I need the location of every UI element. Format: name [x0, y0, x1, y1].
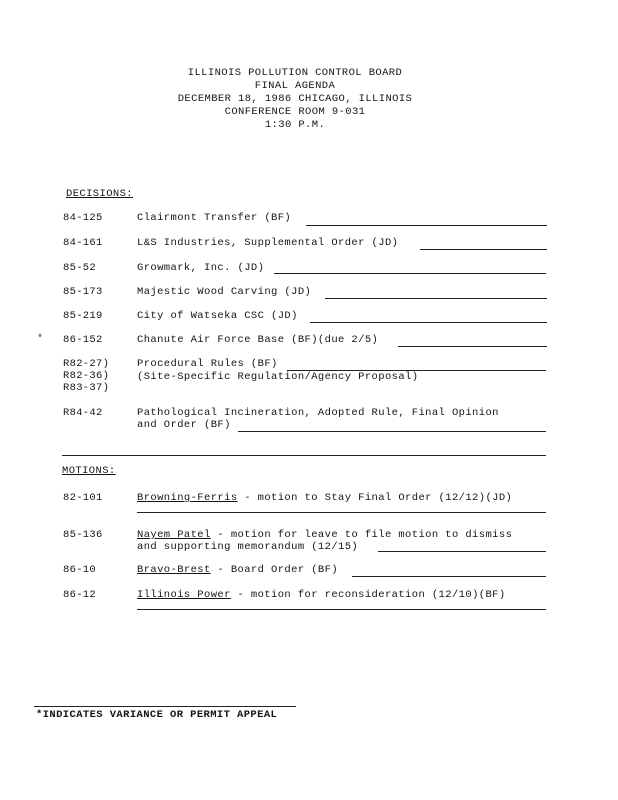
decision-number: R82-36): [63, 370, 110, 382]
signature-line: [310, 322, 547, 323]
decision-number: 85-52: [63, 262, 97, 274]
decision-item: Majestic Wood Carving (JD): [137, 286, 312, 298]
footer-rule: [34, 706, 296, 707]
decision-number: 85-173: [63, 286, 103, 298]
motion-item: [137, 529, 512, 541]
motion-item: [137, 589, 506, 601]
decision-number: 84-125: [63, 212, 103, 224]
signature-line: [137, 512, 546, 513]
meeting-date-location: DECEMBER 18, 1986 CHICAGO, ILLINOIS: [177, 93, 413, 105]
decisions-heading: DECISIONS:: [66, 188, 134, 200]
decision-item-continued: (Site-Specific Regulation/Agency Proposal): [137, 371, 419, 383]
motion-number: 82-101: [63, 492, 103, 504]
motion-party: Illinois Power: [137, 589, 231, 601]
decision-item: City of Watseka CSC (JD): [137, 310, 298, 322]
motion-description: - motion for reconsideration (12/10)(BF): [230, 589, 506, 601]
signature-line: [352, 576, 546, 577]
motion-item: [137, 492, 512, 504]
decision-item-continued: and Order (BF): [137, 419, 231, 431]
meeting-time: 1:30 P.M.: [264, 119, 326, 131]
board-name: ILLINOIS POLLUTION CONTROL BOARD: [187, 67, 403, 79]
motion-description: - motion for leave to file motion to dismiss: [210, 529, 513, 541]
motion-item: [137, 564, 338, 576]
decision-item: Chanute Air Force Base (BF)(due 2/5): [137, 334, 379, 346]
decision-item: Pathological Incineration, Adopted Rule, Final Opinion: [137, 407, 499, 419]
decision-number: 86-152: [63, 334, 103, 346]
decision-number: R84-42: [63, 407, 103, 419]
agenda-title: FINAL AGENDA: [254, 80, 336, 92]
decision-item: Clairmont Transfer (BF): [137, 212, 292, 224]
motion-number: 85-136: [63, 529, 103, 541]
motions-heading: MOTIONS:: [62, 465, 116, 477]
section-divider: [62, 455, 546, 456]
signature-line: [398, 346, 547, 347]
decision-number: R83-37): [63, 382, 110, 394]
meeting-room: CONFERENCE ROOM 9-031: [224, 106, 366, 118]
decision-number: 85-219: [63, 310, 103, 322]
motion-party: Browning-Ferris: [137, 492, 238, 504]
signature-line: [238, 431, 546, 432]
decision-item: L&S Industries, Supplemental Order (JD): [137, 237, 399, 249]
signature-line: [306, 225, 547, 226]
decision-number: 84-161: [63, 237, 103, 249]
motion-number: 86-10: [63, 564, 97, 576]
motion-party: Nayem Patel: [137, 529, 211, 541]
motion-party: Bravo-Brest: [137, 564, 211, 576]
decision-item: Procedural Rules (BF): [137, 358, 278, 370]
variance-marker: *: [37, 334, 44, 345]
signature-line: [137, 609, 546, 610]
decision-item: Growmark, Inc. (JD): [137, 262, 265, 274]
signature-line: [378, 551, 546, 552]
signature-line: [420, 249, 547, 250]
motion-item-continued: and supporting memorandum (12/15): [137, 541, 359, 553]
footnote-variance: *INDICATES VARIANCE OR PERMIT APPEAL: [36, 709, 278, 721]
motion-number: 86-12: [63, 589, 97, 601]
signature-line: [274, 273, 546, 274]
decision-number: R82-27): [63, 358, 110, 370]
motion-description: - motion to Stay Final Order (12/12)(JD): [237, 492, 513, 504]
motion-description: - Board Order (BF): [210, 564, 339, 576]
signature-line: [325, 298, 547, 299]
